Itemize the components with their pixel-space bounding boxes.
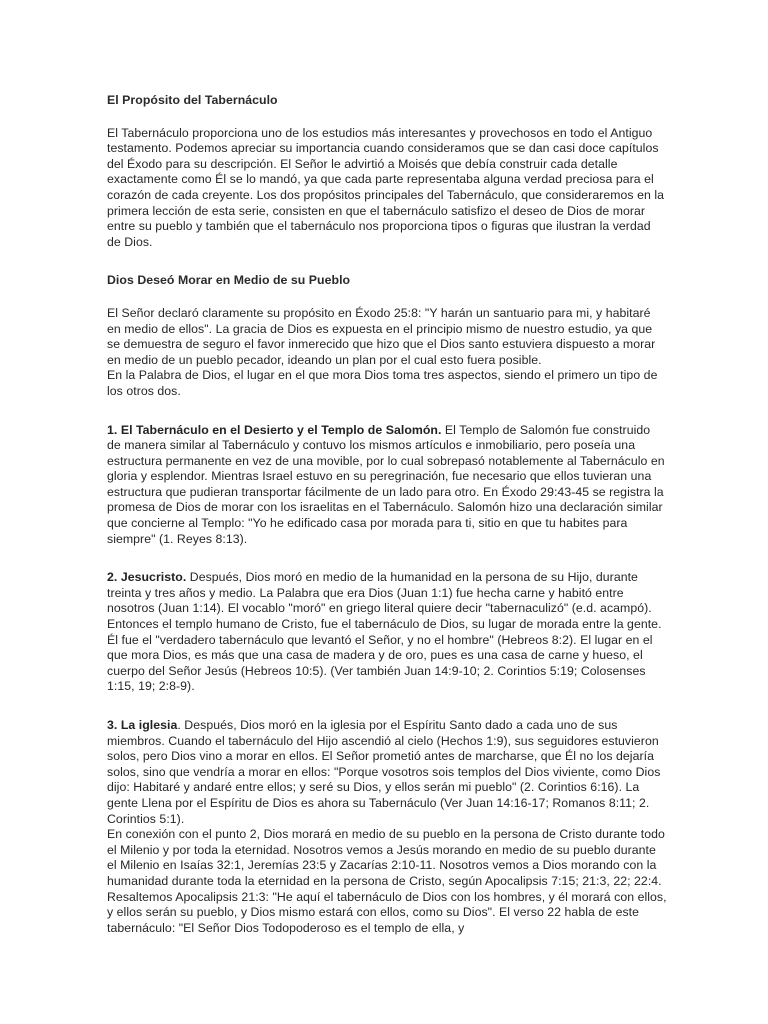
- point-2-title: 2. Jesucristo.: [107, 570, 187, 585]
- point-1-title: 1. El Tabernáculo en el Desierto y el Templo de Salomón.: [107, 422, 442, 437]
- spacer: [107, 400, 667, 423]
- section-paragraph-2: En la Palabra de Dios, el lugar en el que mora Dios toma tres aspectos, siendo el primero un tipo de los otros dos.: [107, 368, 658, 398]
- document-body: [107, 93, 667, 936]
- closing-paragraph: En conexión con el punto 2, Dios morará en medio de su pueblo en la persona de Cristo durante todo el Milenio y por toda la eternidad. Nosotros vemos a Jesús morando en medio de su pueblo durante el Milenio en Isaías 32:1, Jeremías 23:5 y Zacarías 2:10-11. Nosotros vemos a Dios morando con la humanidad durante toda la eternidad en la persona de Cristo, según Apocalipsis 7:15; 21:3, 22; 22:4. Resaltemos Apocalipsis 21:3: "He aquí el tabernáculo de Dios con los hombres, y él morará con ellos, y ellos serán su pueblo, y Dios mismo estará con ellos, como su Dios". El verso 22 habla de este tabernáculo: "El Señor Dios Todopoderoso es el templo de ella, y: [107, 827, 667, 935]
- point-3-text: . Después, Dios moró en la iglesia por el Espíritu Santo dado a cada uno de sus miembros. Cuando el tabernáculo del Hijo ascendió al cielo (Hechos 1:9), sus seguidores estuvieron solos, pero Dios vino a morar en ellos. El Señor prometió antes de marcharse, que Él no los dejaría solos, sino que vendría a morar en ellos: "Porque vosotros sois templos del Dios viviente, como Dios dijo: Habitaré y andaré entre ellos; y seré su Dios, y ellos serán mi pueblo" (2. Corintios 6:16). La gente Llena por el Espíritu de Dios es ahora su Tabernáculo (Ver Juan 14:16-17; Romanos 8:11; 2. Corintios 5:1).: [107, 718, 661, 826]
- spacer: [107, 109, 667, 126]
- spacer: [107, 250, 667, 273]
- intro-paragraph: El Tabernáculo proporciona uno de los estudios más interesantes y provechosos en todo el Antiguo testamento. Podemos apreciar su importancia cuando consideramos que se dan casi doce capítulos del Éxodo para su descripción. El Señor le advirtió a Moisés que debía construir cada detalle exactamente como Él se lo mandó, ya que cada parte representaba alguna verdad preciosa para el corazón de cada creyente. Los dos propósitos principales del Tabernáculo, que consideraremos en la primera lección de esta serie, consisten en que el tabernáculo satisfizo el deseo de Dios de morar entre su pueblo y también que el tabernáculo nos proporciona tipos o figuras que ilustran la verdad de Dios.: [107, 125, 665, 249]
- point-1-paragraph: [107, 423, 667, 548]
- point-3-title: 3. La iglesia: [107, 718, 178, 732]
- point-2-text: Después, Dios moró en medio de la humanidad en la persona de su Hijo, durante treinta y tres años y medio. La Palabra que era Dios (Juan 1:1) fue hecha carne y habitó entre nosotros (Juan 1:14). El vocablo "moró" en griego literal quiere decir "tabernaculizó" (e.d. acampó). Entonces el templo humano de Cristo, fue el tabernáculo de Dios, su lugar de morada entre la gente. Él fue el "verdadero tabernáculo que levantó el Señor, y no el hombre" (Hebreos 8:2). El lugar en el que mora Dios, es más que una casa de madera y de oro, pues es una casa de carne y hueso, el cuerpo del Señor Jesús (Hebreos 10:5). (Ver también Juan 14:9-10; 2. Corintios 5:19; Colosenses 1:15, 19; 2:8-9).: [107, 570, 662, 694]
- spacer: [107, 289, 667, 306]
- section-heading: Dios Deseó Morar en Medio de su Pueblo: [107, 273, 351, 288]
- spacer: [107, 547, 667, 570]
- point-3-paragraph: [107, 718, 667, 827]
- section-paragraph-1: El Señor declaró claramente su propósito en Éxodo 25:8: "Y harán un santuario para mi, y habitaré en medio de ellos". La gracia de Dios es expuesta en el principio mismo de nuestro estudio, ya que se demuestra de seguro el favor inmerecido que hizo que el Dios santo estuviera dispuesto a morar en medio de un pueblo pecador, ideando un plan por el cual esto fuera posible.: [107, 305, 656, 367]
- point-1-text: El Templo de Salomón fue construido de manera similar al Tabernáculo y contuvo los mismos artículos e inmobiliario, pero poseía una estructura permanente en vez de una movible, por lo cual sobrepasó notablemente al Tabernáculo en gloria y esplendor. Mientras Israel estuvo en su peregrinación, fue necesario que ellos tuvieran una estructura que pudieran transportar fácilmente de un lado para otro. En Éxodo 29:43-45 se registra la promesa de Dios de morar con los israelitas en el Tabernáculo. Salomón hizo una declaración similar que concierne al Templo: "Yo he edificado casa por morada para ti, sitio en que tu habites para siempre" (1. Reyes 8:13).: [107, 422, 665, 546]
- point-2-paragraph: [107, 570, 667, 695]
- document-title: El Propósito del Tabernáculo: [107, 93, 278, 107]
- spacer: [107, 695, 667, 718]
